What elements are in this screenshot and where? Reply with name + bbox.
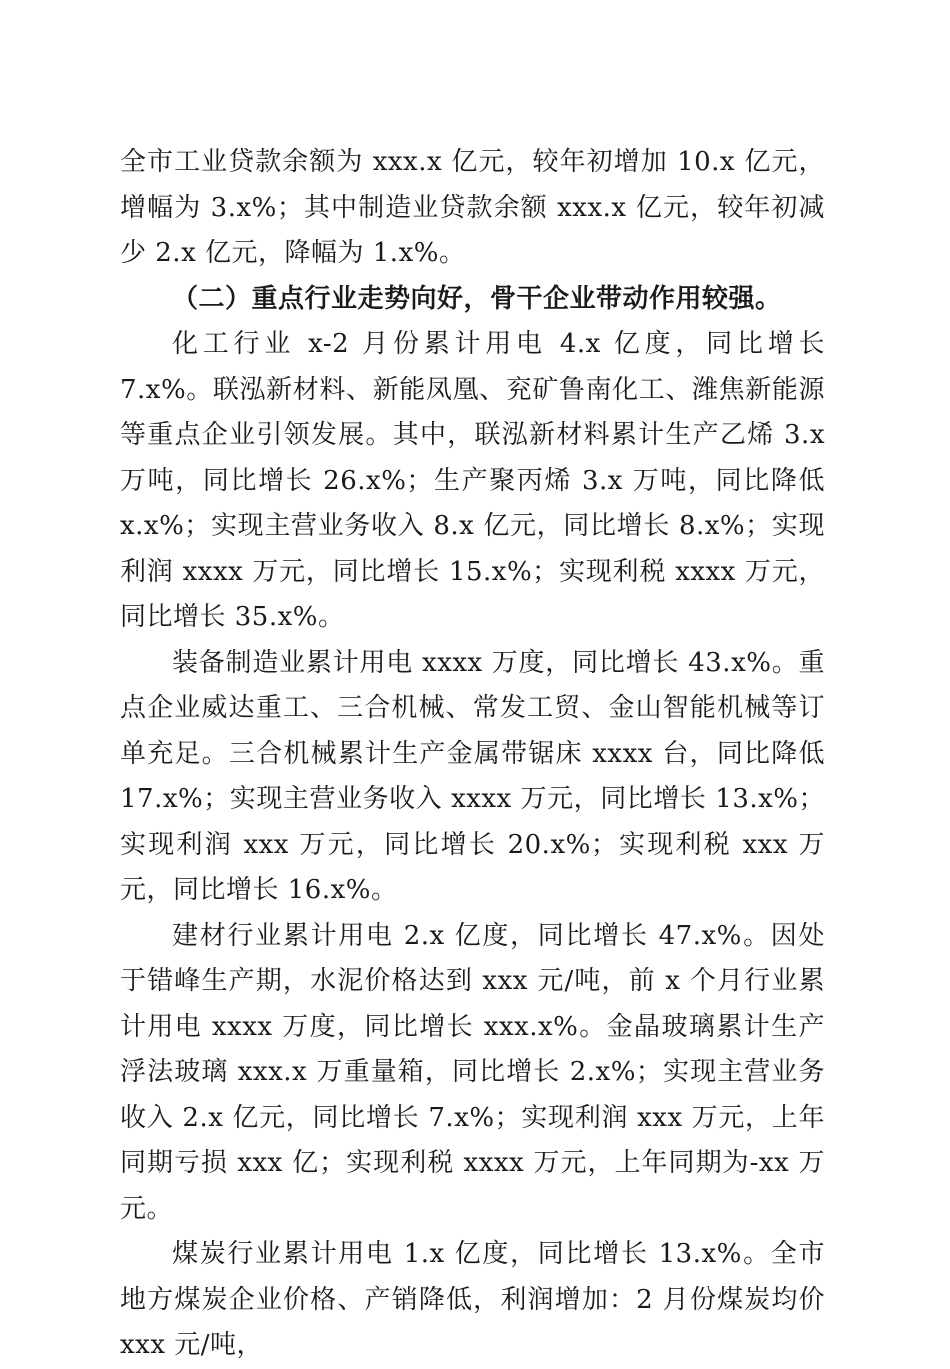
paragraph-industrial-loans: 全市工业贷款余额为 xxx.x 亿元，较年初增加 10.x 亿元，增幅为 3.x%；其中制造业贷款余额 xxx.x 亿元，较年初减少 2.x 亿元，降幅为 1.x%。	[120, 147, 825, 268]
paragraph-building-materials: 建材行业累计用电 2.x 亿度，同比增长 47.x%。因处于错峰生产期，水泥价格达到 xxx 元/吨，前 x 个月行业累计用电 xxxx 万度，同比增长 xxx.x%。金晶玻璃累计生产浮法玻璃 xxx.x 万重量箱，同比增长 2.x%；实现主营业务收入 2.x 亿元，同比增长 7.x%；实现利润 xxx 万元，上年同期亏损 xxx 亿；实现利税 xxxx 万元，上年同期为-xx 万元。	[120, 920, 825, 1224]
section-heading-key-industries: （二）重点行业走势向好，骨干企业带动作用较强。	[172, 283, 782, 314]
paragraph-equipment-manufacturing: 装备制造业累计用电 xxxx 万度，同比增长 43.x%。重点企业威达重工、三合机械、常发工贸、金山智能机械等订单充足。三合机械累计生产金属带锯床 xxxx 台，同比降低 17.x%；实现主营业务收入 xxxx 万元，同比增长 13.x%；实现利润 xxx 万元，同比增长 20.x%；实现利税 xxx 万元，同比增长 16.x%。	[120, 647, 825, 905]
paragraph-coal-industry: 煤炭行业累计用电 1.x 亿度，同比增长 13.x%。全市地方煤炭企业价格、产销降低，利润增加：2 月份煤炭均价 xxx 元/吨，	[120, 1239, 825, 1360]
document-page	[120, 140, 825, 1369]
paragraph-chemical-industry: 化工行业 x-2 月份累计用电 4.x 亿度，同比增长 7.x%。联泓新材料、新能凤凰、兖矿鲁南化工、潍焦新能源等重点企业引领发展。其中，联泓新材料累计生产乙烯 3.x 万吨，同比增长 26.x%；生产聚丙烯 3.x 万吨，同比降低 x.x%；实现主营业务收入 8.x 亿元，同比增长 8.x%；实现利润 xxxx 万元，同比增长 15.x%；实现利税 xxxx 万元，同比增长 35.x%。	[120, 329, 825, 632]
